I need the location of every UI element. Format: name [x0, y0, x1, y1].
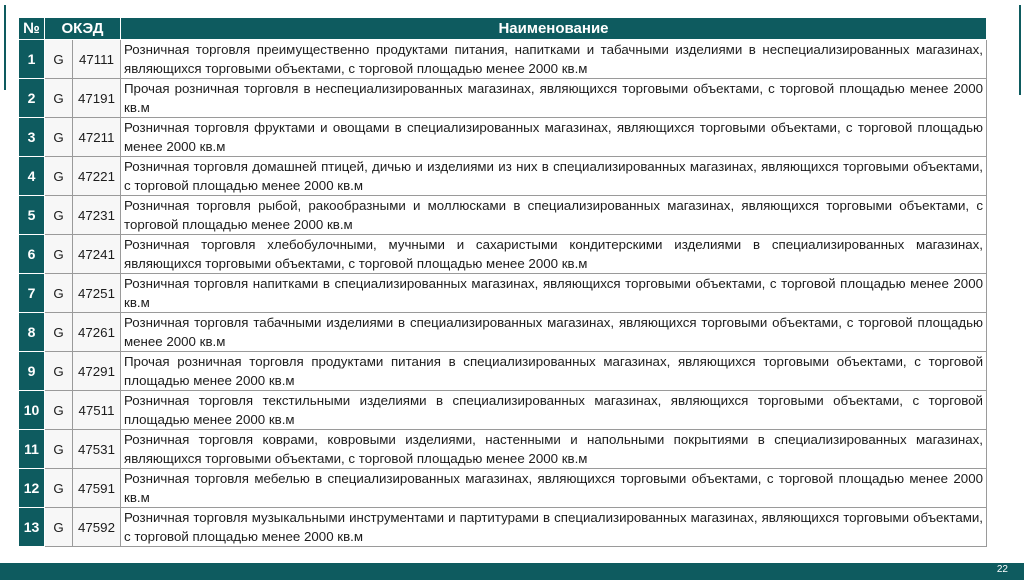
- row-code: 47231: [73, 196, 121, 235]
- row-section: G: [45, 40, 73, 79]
- row-section: G: [45, 352, 73, 391]
- table-row: [19, 508, 987, 547]
- footer-bar: [0, 563, 1024, 580]
- row-code: 47261: [73, 313, 121, 352]
- table-row: [19, 469, 987, 508]
- table-body: [19, 40, 987, 547]
- row-name: Розничная торговля преимущественно продуктами питания, напитками и табачными изделиями в неспециализированных магазинах, являющихся торговыми объектами, с торговой площадью менее 2000 кв.м: [121, 40, 987, 79]
- header-name: Наименование: [121, 18, 987, 40]
- row-code: 47211: [73, 118, 121, 157]
- page-number: 22: [996, 564, 1008, 575]
- table-row: [19, 235, 987, 274]
- row-number: 2: [19, 79, 45, 118]
- row-section: G: [45, 508, 73, 547]
- row-name: Розничная торговля хлебобулочными, мучными и сахаристыми кондитерскими изделиями в специализированных магазинах, являющихся торговыми объектами, с торговой площадью менее 2000 кв.м: [121, 235, 987, 274]
- row-number: 10: [19, 391, 45, 430]
- row-section: G: [45, 235, 73, 274]
- row-number: 6: [19, 235, 45, 274]
- row-name: Розничная торговля табачными изделиями в специализированных магазинах, являющихся торговыми объектами, с торговой площадью менее 2000 кв.м: [121, 313, 987, 352]
- table-row: [19, 118, 987, 157]
- row-number: 12: [19, 469, 45, 508]
- row-section: G: [45, 79, 73, 118]
- row-code: 47511: [73, 391, 121, 430]
- table-row: [19, 274, 987, 313]
- row-name: Розничная торговля коврами, ковровыми изделиями, настенными и напольными покрытиями в специализированных магазинах, являющихся торговыми объектами, с торговой площадью менее 2000 кв.м: [121, 430, 987, 469]
- row-name: Розничная торговля музыкальными инструментами и партитурами в специализированных магазинах, являющихся торговыми объектами, с торговой площадью менее 2000 кв.м: [121, 508, 987, 547]
- row-section: G: [45, 469, 73, 508]
- left-accent-line: [4, 5, 6, 90]
- table-row: [19, 430, 987, 469]
- header-okved: ОКЭД: [45, 18, 121, 40]
- header-number: №: [19, 18, 45, 40]
- row-code: 47592: [73, 508, 121, 547]
- row-code: 47241: [73, 235, 121, 274]
- row-section: G: [45, 391, 73, 430]
- row-name: Прочая розничная торговля в неспециализированных магазинах, являющихся торговыми объектами, с торговой площадью менее 2000 кв.м: [121, 79, 987, 118]
- row-code: 47191: [73, 79, 121, 118]
- row-section: G: [45, 313, 73, 352]
- row-name: Розничная торговля мебелью в специализированных магазинах, являющихся торговыми объектами, с торговой площадью менее 2000 кв.м: [121, 469, 987, 508]
- row-code: 47291: [73, 352, 121, 391]
- row-name: Розничная торговля домашней птицей, дичью и изделиями из них в специализированных магазинах, являющихся торговыми объектами, с торговой площадью менее 2000 кв.м: [121, 157, 987, 196]
- row-number: 5: [19, 196, 45, 235]
- row-code: 47221: [73, 157, 121, 196]
- row-code: 47251: [73, 274, 121, 313]
- row-number: 3: [19, 118, 45, 157]
- row-code: 47591: [73, 469, 121, 508]
- right-accent-line: [1019, 5, 1021, 95]
- row-number: 13: [19, 508, 45, 547]
- row-section: G: [45, 157, 73, 196]
- table-header-row: [19, 18, 987, 40]
- row-section: G: [45, 430, 73, 469]
- table-row: [19, 391, 987, 430]
- table-row: [19, 352, 987, 391]
- row-number: 9: [19, 352, 45, 391]
- row-name: Прочая розничная торговля продуктами питания в специализированных магазинах, являющихся торговыми объектами, с торговой площадью менее 2000 кв.м: [121, 352, 987, 391]
- row-code: 47111: [73, 40, 121, 79]
- row-number: 1: [19, 40, 45, 79]
- row-section: G: [45, 196, 73, 235]
- table-row: [19, 196, 987, 235]
- row-section: G: [45, 274, 73, 313]
- row-name: Розничная торговля текстильными изделиями в специализированных магазинах, являющихся торговыми объектами, с торговой площадью менее 2000 кв.м: [121, 391, 987, 430]
- table-row: [19, 313, 987, 352]
- row-name: Розничная торговля фруктами и овощами в специализированных магазинах, являющихся торговыми объектами, с торговой площадью менее 2000 кв.м: [121, 118, 987, 157]
- row-number: 11: [19, 430, 45, 469]
- row-section: G: [45, 118, 73, 157]
- row-name: Розничная торговля напитками в специализированных магазинах, являющихся торговыми объектами, с торговой площадью менее 2000 кв.м: [121, 274, 987, 313]
- row-number: 4: [19, 157, 45, 196]
- row-name: Розничная торговля рыбой, ракообразными и моллюсками в специализированных магазинах, являющихся торговыми объектами, с торговой площадью менее 2000 кв.м: [121, 196, 987, 235]
- activity-codes-table-container: [18, 17, 986, 547]
- row-code: 47531: [73, 430, 121, 469]
- table-row: [19, 157, 987, 196]
- table-row: [19, 40, 987, 79]
- row-number: 8: [19, 313, 45, 352]
- activity-codes-table: [18, 17, 987, 547]
- row-number: 7: [19, 274, 45, 313]
- table-row: [19, 79, 987, 118]
